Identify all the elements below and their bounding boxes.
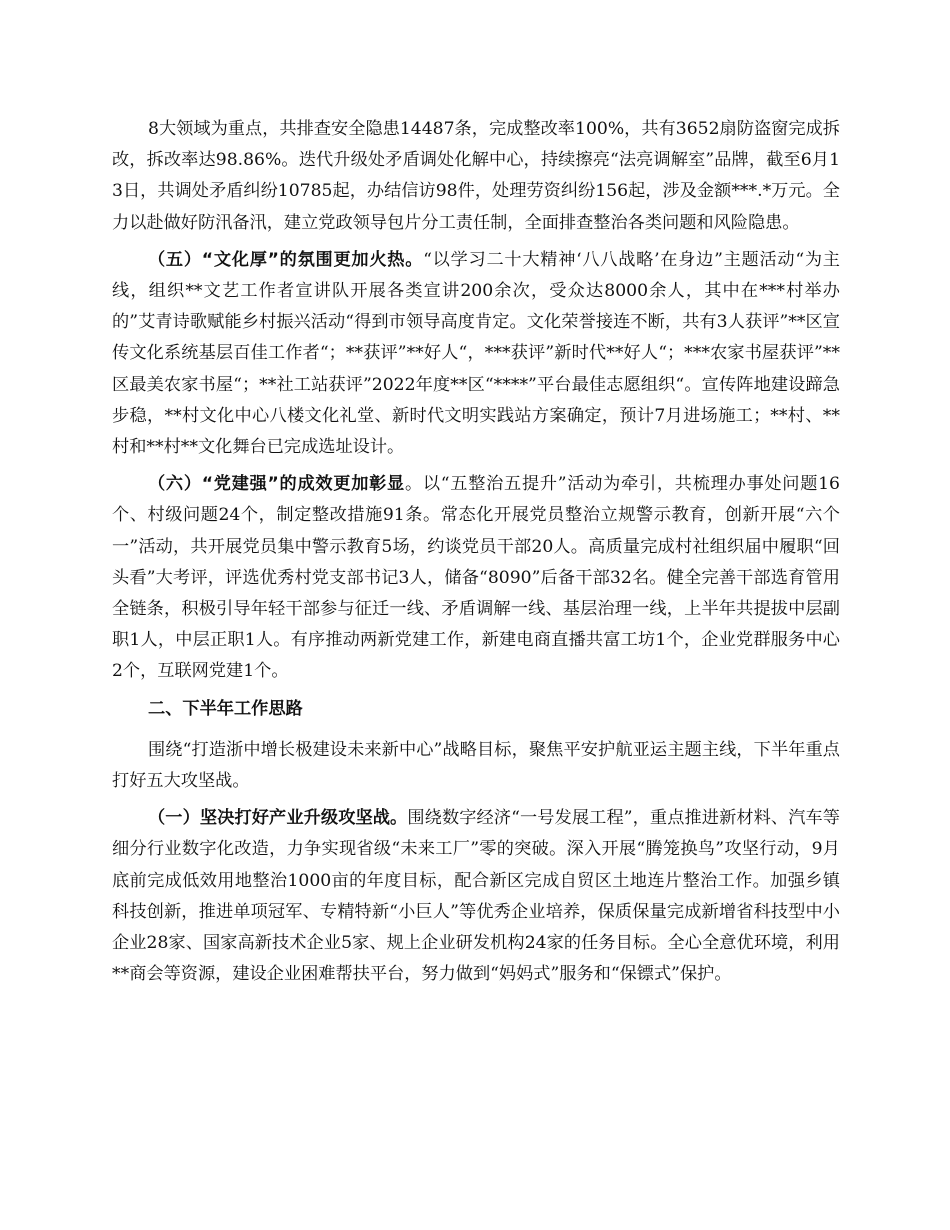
document-body — [112, 114, 840, 996]
paragraph-safety — [112, 114, 840, 239]
paragraph-industry-upgrade — [112, 803, 840, 990]
paragraph-text: “以学习二十大精神‘八八战略’在身边”主题活动“为主线，组织**文艺工作者宣讲队开展各类宣讲200余次，受众达8000余人，其中在***村举办的”艾青诗歌赋能乡村振兴活动“得到市领导高度肯定。文化荣誉接连不断，共有3人获评”**区宣传文化系统基层百佳工作者“；**获评”**好人“，***获评”新时代**好人“；***农家书屋获评”**区最美农家书屋“；**社工站获评”2022年度**区“****”平台最佳志愿组织“。宣传阵地建设蹄急步稳，**村文化中心八楼文化礼堂、新时代文明实践站方案确定，预计7月进场施工；**村、**村和**村**文化舞台已完成选址设计。 — [112, 249, 840, 458]
paragraph-culture — [112, 245, 840, 463]
section-heading-second-half: 二、下半年工作思路 — [148, 698, 303, 719]
paragraph-party-building — [112, 469, 840, 687]
paragraph-text: 围绕数字经济“一号发展工程”，重点推进新材料、汽车等细分行业数字化改造，力争实现省级“未来工厂”零的突破。深入开展“腾笼换鸟”攻坚行动，9月底前完成低效用地整治1000亩的年度目标，配合新区完成自贸区土地连片整治工作。加强乡镇科技创新，推进单项冠军、专精特新“小巨人”等优秀企业培养，保质保量完成新增省科技型中小企业28家、国家高新技术企业5家、规上企业研发机构24家的任务目标。全心全意优环境，利用**商会等资源，建设企业困难帮扶平台，努力做到“妈妈式”服务和“保镖式”保护。 — [112, 808, 840, 985]
paragraph-text: 围绕“打造浙中增长极建设未来新中心”战略目标，聚焦平安护航亚运主题主线，下半年重点打好五大攻坚战。 — [112, 739, 840, 792]
section-lead-industry-upgrade: （一）坚决打好产业升级攻坚战。 — [148, 808, 408, 829]
paragraph-text: 8大领域为重点，共排查安全隐患14487条，完成整改率100%，共有3652扇防盗窗完成拆改，拆改率达98.86%。迭代升级处矛盾调处化解中心，持续擦亮“法亮调解室”品牌，截至6月13日，共调处矛盾纠纷10785起，办结信访98件，处理劳资纠纷156起，涉及金额***.*万元。全力以赴做好防汛备汛，建立党政领导包片分工责任制，全面排查整治各类问题和风险隐患。 — [112, 119, 840, 233]
section-lead-party-building: （六）“党建强”的成效更加彰显 — [148, 474, 405, 495]
paragraph-text: 。以“五整治五提升”活动为牵引，共梳理办事处问题16个、村级问题24个，制定整改措施91条。常态化开展党员整治立规警示教育，创新开展“六个一”活动，共开展党员集中警示教育5场，约谈党员干部20人。高质量完成村社组织届中履职“回头看”大考评，评选优秀村党支部书记3人，储备“8090”后备干部32名。健全完善干部选育管用全链条，积极引导年轻干部参与征迁一线、矛盾调解一线、基层治理一线，上半年共提拔中层副职1人，中层正职1人。有序推动两新党建工作，新建电商直播共富工坊1个，企业党群服务中心2个，互联网党建1个。 — [112, 474, 840, 682]
section-lead-culture: （五）“文化厚”的氛围更加火热。 — [148, 249, 424, 270]
paragraph-strategy — [112, 735, 840, 797]
